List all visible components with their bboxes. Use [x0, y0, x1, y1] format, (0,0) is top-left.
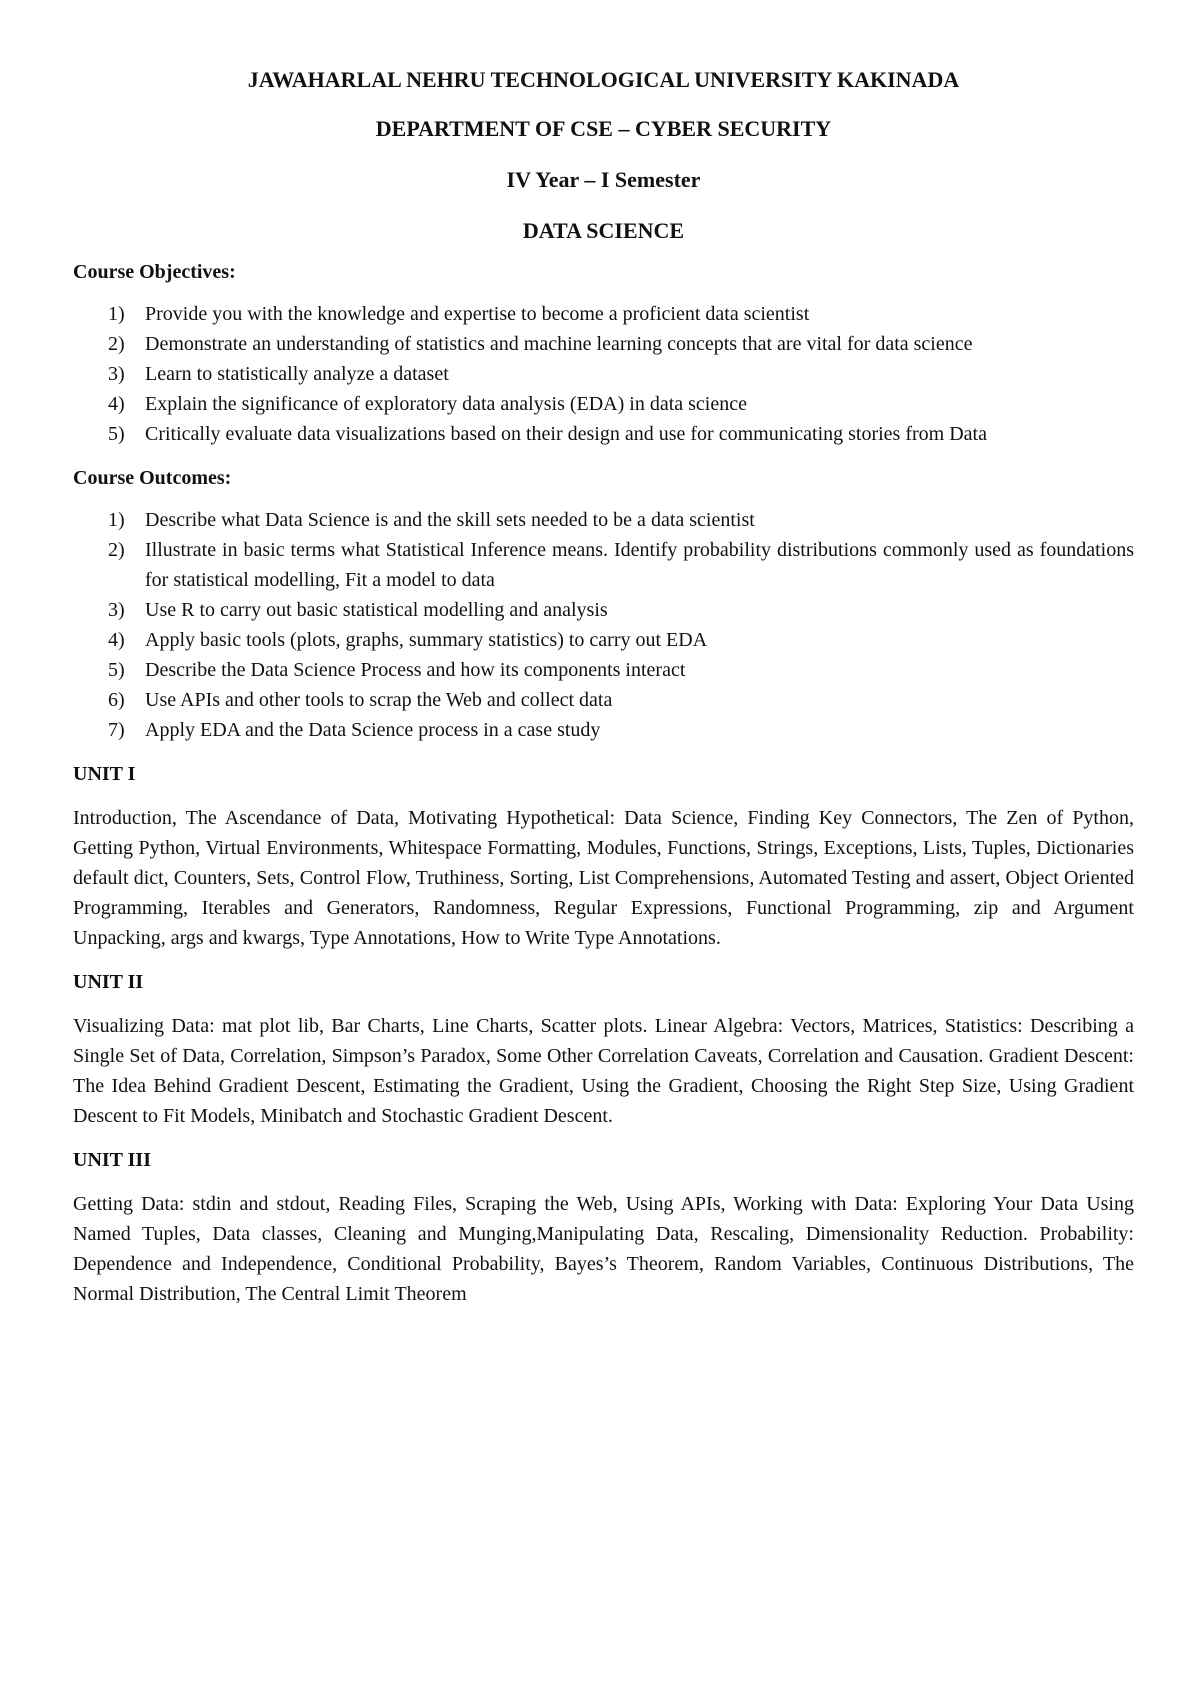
list-item	[73, 389, 1134, 419]
item-number: 4)	[108, 629, 125, 651]
item-text: Explain the significance of exploratory data analysis (EDA) in data science	[145, 393, 747, 415]
list-item	[73, 359, 1134, 389]
list-item	[73, 299, 1134, 329]
objectives-title: Course Objectives:	[73, 261, 236, 283]
outcomes-list	[73, 505, 1134, 745]
list-item	[73, 419, 1134, 449]
item-text: Critically evaluate data visualizations based on their design and use for communicating stories from Data	[145, 423, 987, 445]
item-text: Apply basic tools (plots, graphs, summary statistics) to carry out EDA	[145, 629, 708, 651]
item-number: 3)	[108, 363, 125, 385]
objectives-list	[73, 299, 1134, 449]
item-number: 3)	[108, 599, 125, 621]
item-text: Describe the Data Science Process and how its components interact	[145, 659, 686, 681]
item-text: Use R to carry out basic statistical modelling and analysis	[145, 599, 608, 621]
unit-2-title: UNIT II	[73, 971, 144, 993]
list-item	[73, 535, 1134, 595]
item-text: Describe what Data Science is and the skill sets needed to be a data scientist	[145, 509, 755, 531]
item-number: 1)	[108, 509, 125, 531]
item-text: Use APIs and other tools to scrap the Web and collect data	[145, 689, 613, 711]
item-number: 1)	[108, 303, 125, 325]
item-number: 5)	[108, 659, 125, 681]
university-heading: JAWAHARLAL NEHRU TECHNOLOGICAL UNIVERSITY KAKINADA	[247, 67, 960, 92]
unit-2-text: Visualizing Data: mat plot lib, Bar Charts, Line Charts, Scatter plots. Linear Algebra: Vectors, Matrices, Statistics: Describing a Single Set of Data, Correlation, Simpson’s Paradox, Some Other Correlation Caveats, Correlation and Causation. Gradient Descent: The Idea Behind Gradient Descent, Estimating the Gradient, Using the Gradient, Choosing the Right Step Size, Using Gradient Descent to Fit Models, Minibatch and Stochastic Gradient Descent.	[73, 1015, 1134, 1127]
item-number: 6)	[108, 689, 125, 711]
department-heading: DEPARTMENT OF CSE – CYBER SECURITY	[375, 116, 832, 141]
item-number: 5)	[108, 423, 125, 445]
item-text: Provide you with the knowledge and expertise to become a proficient data scientist	[145, 303, 810, 325]
list-item	[73, 655, 1134, 685]
unit-3-title: UNIT III	[73, 1149, 151, 1171]
list-item	[73, 685, 1134, 715]
item-text: Demonstrate an understanding of statistics and machine learning concepts that are vital for data science	[145, 333, 973, 355]
list-item	[73, 329, 1134, 359]
subject-heading: DATA SCIENCE	[522, 218, 685, 243]
unit-1-title: UNIT I	[73, 763, 136, 785]
outcomes-title: Course Outcomes:	[73, 467, 232, 489]
item-text: Learn to statistically analyze a dataset	[145, 363, 449, 385]
item-text: Apply EDA and the Data Science process in a case study	[145, 719, 601, 741]
semester-heading: IV Year – I Semester	[506, 167, 701, 192]
unit-3-text: Getting Data: stdin and stdout, Reading Files, Scraping the Web, Using APIs, Working with Data: Exploring Your Data Using Named Tuples, Data classes, Cleaning and Munging,Manipulating Data, Rescaling, Dimensionality Reduction. Probability: Dependence and Independence, Conditional Probability, Bayes’s Theorem, Random Variables, Continuous Distributions, The Normal Distribution, The Central Limit Theorem	[73, 1193, 1134, 1305]
unit-1-text: Introduction, The Ascendance of Data, Motivating Hypothetical: Data Science, Finding Key Connectors, The Zen of Python, Getting Python, Virtual Environments, Whitespace Formatting, Modules, Functions, Strings, Exceptions, Lists, Tuples, Dictionaries default dict, Counters, Sets, Control Flow, Truthiness, Sorting, List Comprehensions, Automated Testing and assert, Object Oriented Programming, Iterables and Generators, Randomness, Regular Expressions, Functional Programming, zip and Argument Unpacking, args and kwargs, Type Annotations, How to Write Type Annotations.	[73, 807, 1134, 949]
item-number: 7)	[108, 719, 125, 741]
document-page	[73, 66, 1134, 1325]
list-item	[73, 625, 1134, 655]
list-item	[73, 595, 1134, 625]
item-text: Illustrate in basic terms what Statistical Inference means. Identify probability distributions commonly used as foundations for statistical modelling, Fit a model to data	[145, 539, 1134, 591]
item-number: 2)	[108, 539, 125, 561]
item-number: 4)	[108, 393, 125, 415]
list-item	[73, 715, 1134, 745]
list-item	[73, 505, 1134, 535]
item-number: 2)	[108, 333, 125, 355]
